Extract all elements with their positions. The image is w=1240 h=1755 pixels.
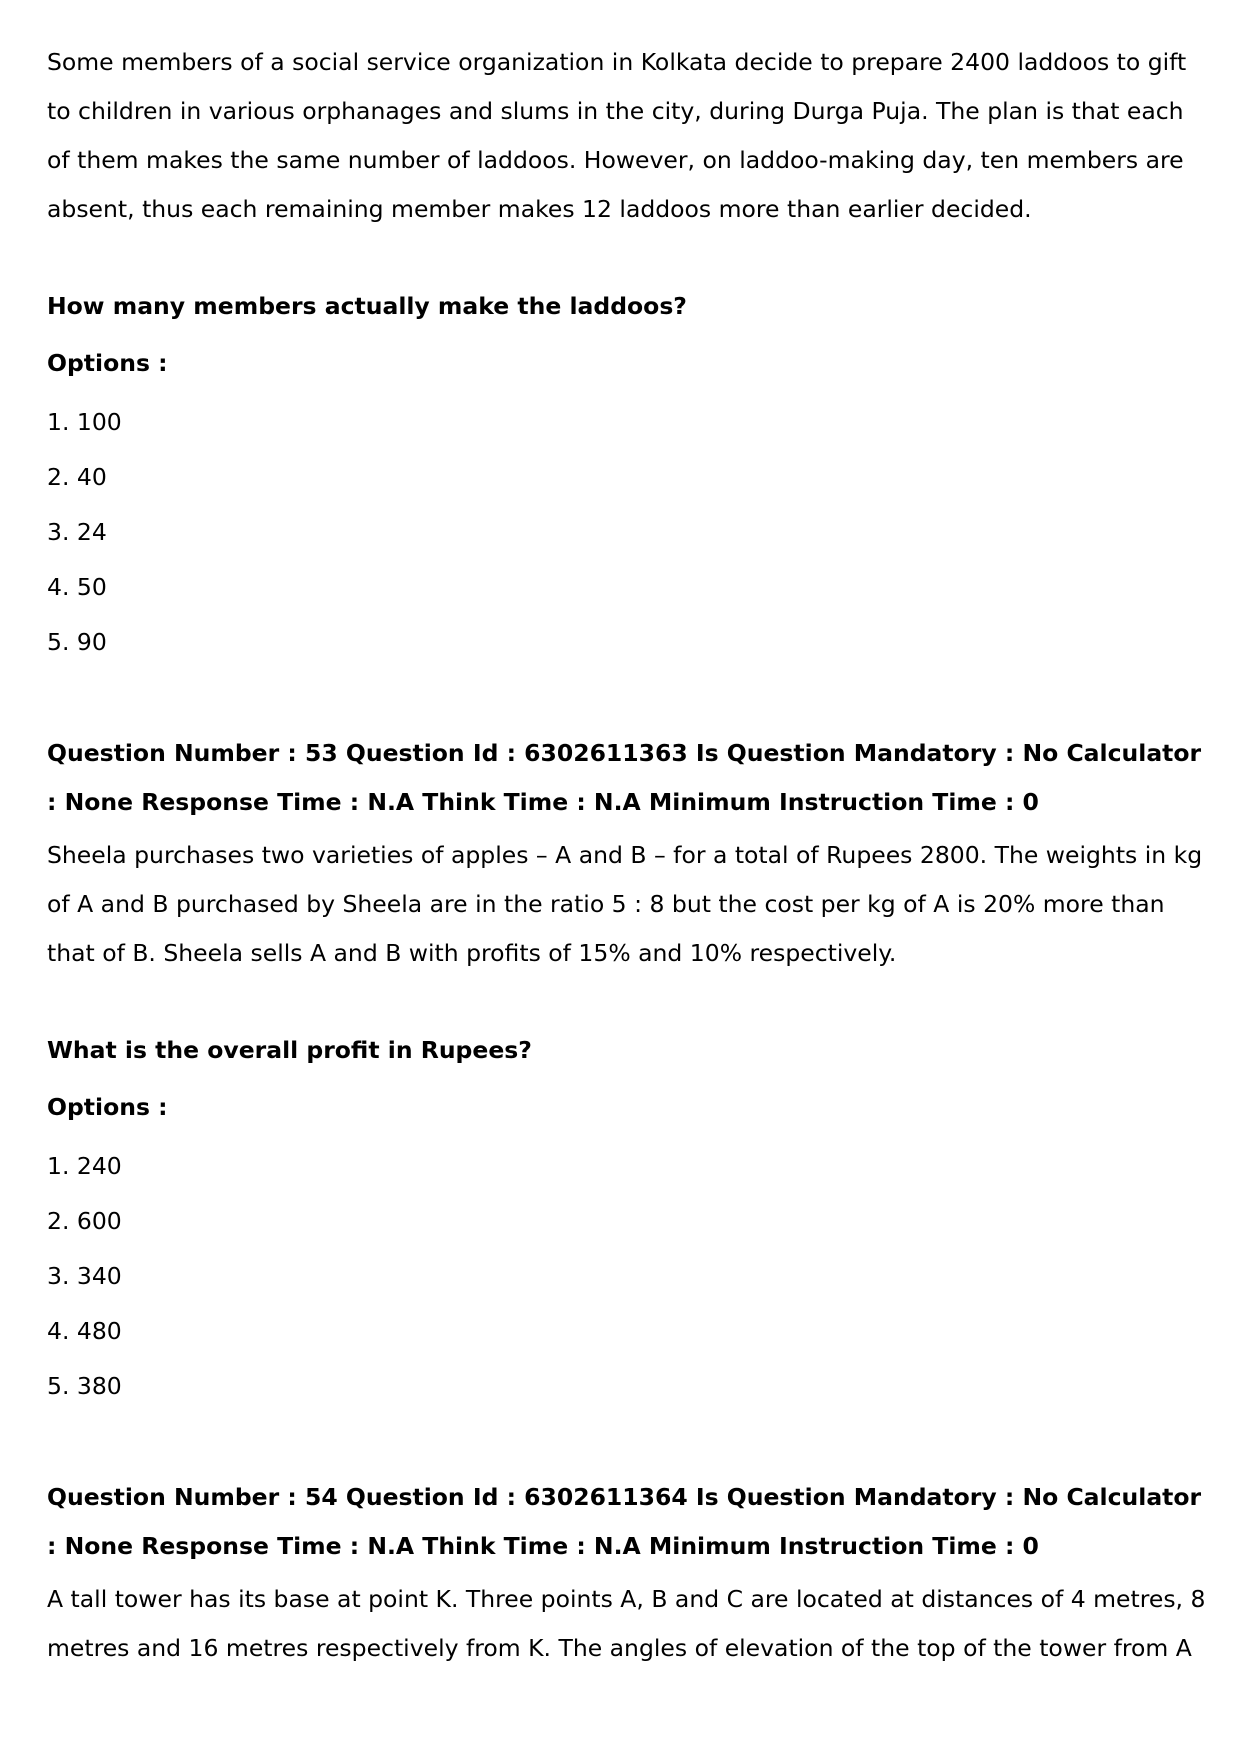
question-stem: A tall tower has its base at point K. Three points A, B and C are located at distances of 4 metres, 8 metres and 16 metres respectively from K. The angles of elevation of the top of the tower from A xyxy=(47,1585,1206,1662)
options-label: Options : xyxy=(47,1093,168,1121)
option-item: 5. 380 xyxy=(47,1372,122,1400)
option-item: 2. 40 xyxy=(47,463,107,491)
question-prompt: How many members actually make the laddoos? xyxy=(47,292,687,320)
options-label: Options : xyxy=(47,349,168,377)
question-header: Question Number : 54 Question Id : 6302611364 Is Question Mandatory : No Calculator : None Response Time : N.A Think Time : N.A Minimum Instruction Time : 0 xyxy=(47,1483,1202,1560)
option-item: 1. 100 xyxy=(47,408,122,436)
option-item: 2. 600 xyxy=(47,1207,122,1235)
option-item: 3. 24 xyxy=(47,518,107,546)
question-stem: Some members of a social service organization in Kolkata decide to prepare 2400 laddoos to gift to children in various orphanages and slums in the city, during Durga Puja. The plan is that each of them makes the same number of laddoos. However, on laddoo-making day, ten members are absent, thus each remaining member makes 12 laddoos more than earlier decided. xyxy=(47,48,1187,223)
option-item: 1. 240 xyxy=(47,1152,122,1180)
document-page xyxy=(47,38,1207,1673)
question-header: Question Number : 53 Question Id : 6302611363 Is Question Mandatory : No Calculator : None Response Time : N.A Think Time : N.A Minimum Instruction Time : 0 xyxy=(47,739,1202,816)
question-prompt: What is the overall profit in Rupees? xyxy=(47,1036,532,1064)
option-item: 4. 480 xyxy=(47,1317,122,1345)
option-item: 5. 90 xyxy=(47,628,107,656)
option-item: 4. 50 xyxy=(47,573,107,601)
option-item: 3. 340 xyxy=(47,1262,122,1290)
question-stem: Sheela purchases two varieties of apples – A and B – for a total of Rupees 2800. The weights in kg of A and B purchased by Sheela are in the ratio 5 : 8 but the cost per kg of A is 20% more than that of B. Sheela sells A and B with profits of 15% and 10% respectively. xyxy=(47,841,1203,967)
